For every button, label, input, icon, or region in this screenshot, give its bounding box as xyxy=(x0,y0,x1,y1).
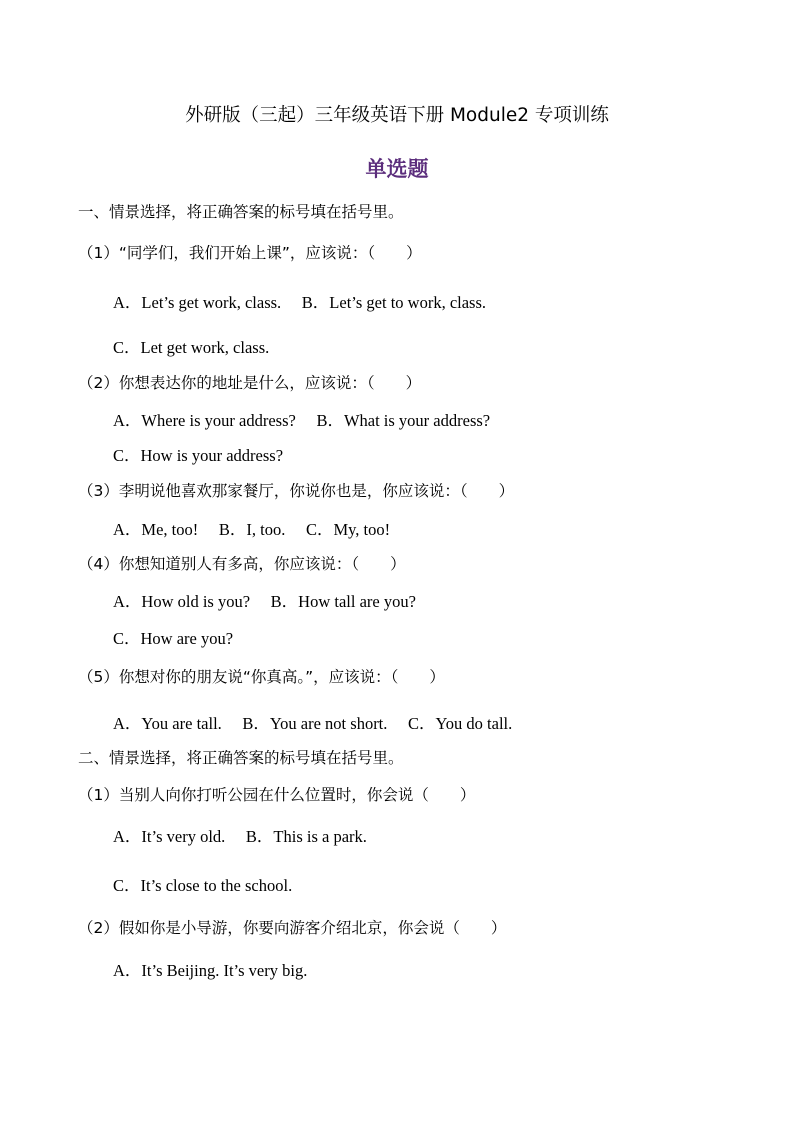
option-line: A．It’s Beijing. It’s very big. xyxy=(113,961,308,980)
option-line: C．It’s close to the school. xyxy=(113,876,293,895)
section-heading: 二、情景选择，将正确答案的标号填在括号里。 xyxy=(78,749,404,767)
question-stem: （2）假如你是小导游，你要向游客介绍北京，你会说（ ） xyxy=(78,919,507,937)
option-line: C．Let get work, class. xyxy=(113,338,270,357)
question-stem: （5）你想对你的朋友说“你真高。”，应该说：（ ） xyxy=(78,668,445,686)
option-line: A．Me, too! B．I, too. C．My, too! xyxy=(113,520,391,539)
option-line: C．How is your address? xyxy=(113,446,284,465)
question-stem: （2）你想表达你的地址是什么，应该说：（ ） xyxy=(78,374,422,392)
section-heading: 一、情景选择，将正确答案的标号填在括号里。 xyxy=(78,203,404,221)
question-stem: （1）“同学们，我们开始上课”，应该说：（ ） xyxy=(78,244,422,262)
question-stem: （1）当别人向你打听公园在什么位置时，你会说（ ） xyxy=(78,786,476,804)
option-line: A．It’s very old. B．This is a park. xyxy=(113,827,367,846)
option-line: C．How are you? xyxy=(113,629,234,648)
option-line: A．You are tall. B．You are not short. C．You do tall. xyxy=(113,714,513,733)
page-title: 外研版（三起）三年级英语下册 Module2 专项训练 xyxy=(185,105,609,126)
question-stem: （3）李明说他喜欢那家餐厅，你说你也是，你应该说：（ ） xyxy=(78,482,515,500)
question-stem: （4）你想知道别人有多高，你应该说：（ ） xyxy=(78,555,406,573)
option-line: A．Let’s get work, class. B．Let’s get to work, class. xyxy=(113,293,487,312)
page-subtitle: 单选题 xyxy=(365,157,429,181)
option-line: A．Where is your address? B．What is your address? xyxy=(113,411,491,430)
option-line: A．How old is you? B．How tall are you? xyxy=(113,592,416,611)
